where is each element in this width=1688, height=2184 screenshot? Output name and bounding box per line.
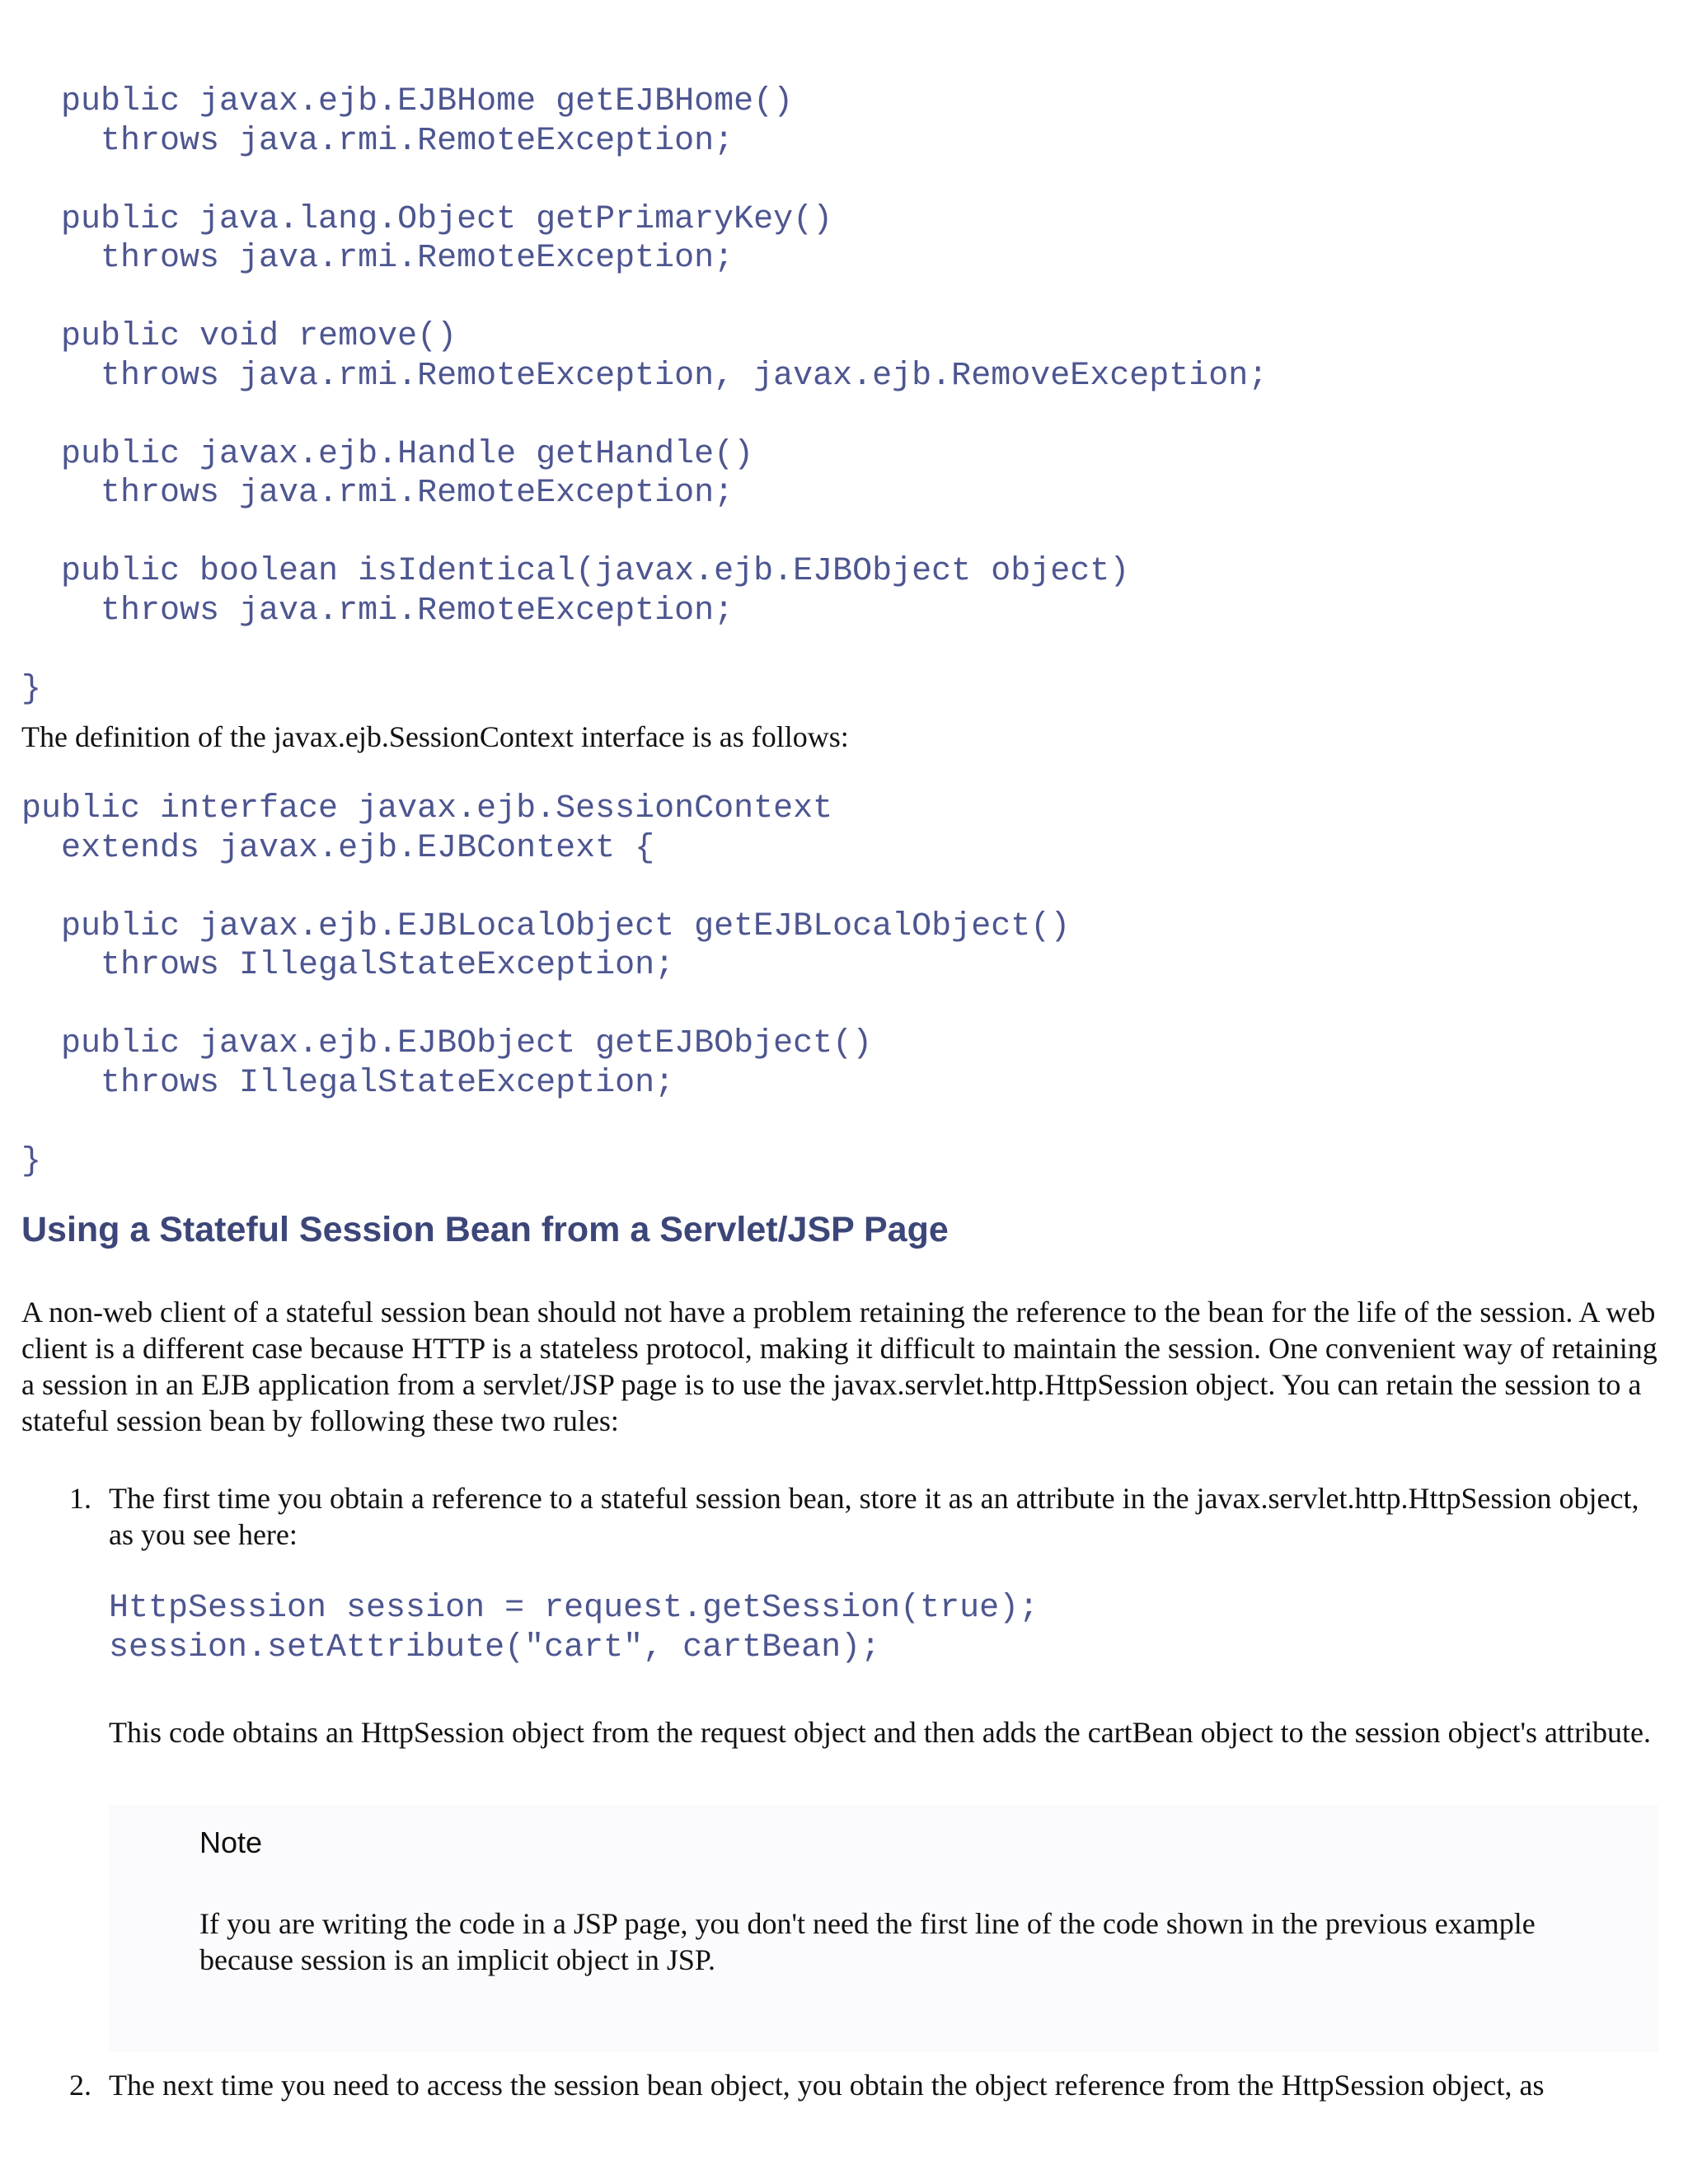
list-item-1-text: The first time you obtain a reference to a stateful session bean, store it as an attribute in the javax.servlet.http.HttpSession object, as you see here: [109, 1482, 1639, 1551]
note-title: Note [199, 1825, 263, 1859]
code-block-httpsession: HttpSession session = request.getSession(true); session.setAttribute("cart", cartBean); [109, 1590, 1039, 1666]
list-item-1-explanation: This code obtains an HttpSession object from the request object and then adds the cartBean object to the session object's attribute. [109, 1716, 1651, 1749]
list-item-1-number: 1. [69, 1482, 91, 1515]
note-text: If you are writing the code in a JSP page, you don't need the first line of the code shown in the previous example because session is an implicit object in JSP. [199, 1907, 1536, 1976]
list-item-2-number: 2. [69, 2069, 91, 2102]
sessioncontext-intro-text: The definition of the javax.ejb.SessionContext interface is as follows: [21, 720, 849, 753]
list-item-2-text: The next time you need to access the session bean object, you obtain the object reference from the HttpSession object, as [109, 2069, 1545, 2102]
code-block-ejbobject-methods: public javax.ejb.EJBHome getEJBHome() throws java.rmi.RemoteException; public java.lang.Object getPrimaryKey() throws java.rmi.RemoteException; public void remove() throws java.rmi.RemoteException, javax.ejb.RemoveException; public javax.ejb.Handle getHandle() throws java.rmi.RemoteException; public boolean isIdentical(javax.ejb.EJBObject object) throws java.rmi.RemoteException; } [21, 83, 1268, 708]
section-paragraph: A non-web client of a stateful session bean should not have a problem retaining the reference to the bean for the life of the session. A web client is a different case because HTTP is a stateless protocol, making it difficult to maintain the session. One convenient way of retaining a session in an EJB application from a servlet/JSP page is to use the javax.servlet.http.HttpSession object. You can retain the session to a stateful session bean by following these two rules: [21, 1296, 1658, 1437]
section-heading: Using a Stateful Session Bean from a Servlet/JSP Page [21, 1210, 949, 1249]
code-block-sessioncontext: public interface javax.ejb.SessionContext extends javax.ejb.EJBContext { public javax.ejb.EJBLocalObject getEJBLocalObject() throws IllegalStateException; public javax.ejb.EJBObject getEJBObject() throws IllegalStateException; } [21, 790, 1071, 1180]
